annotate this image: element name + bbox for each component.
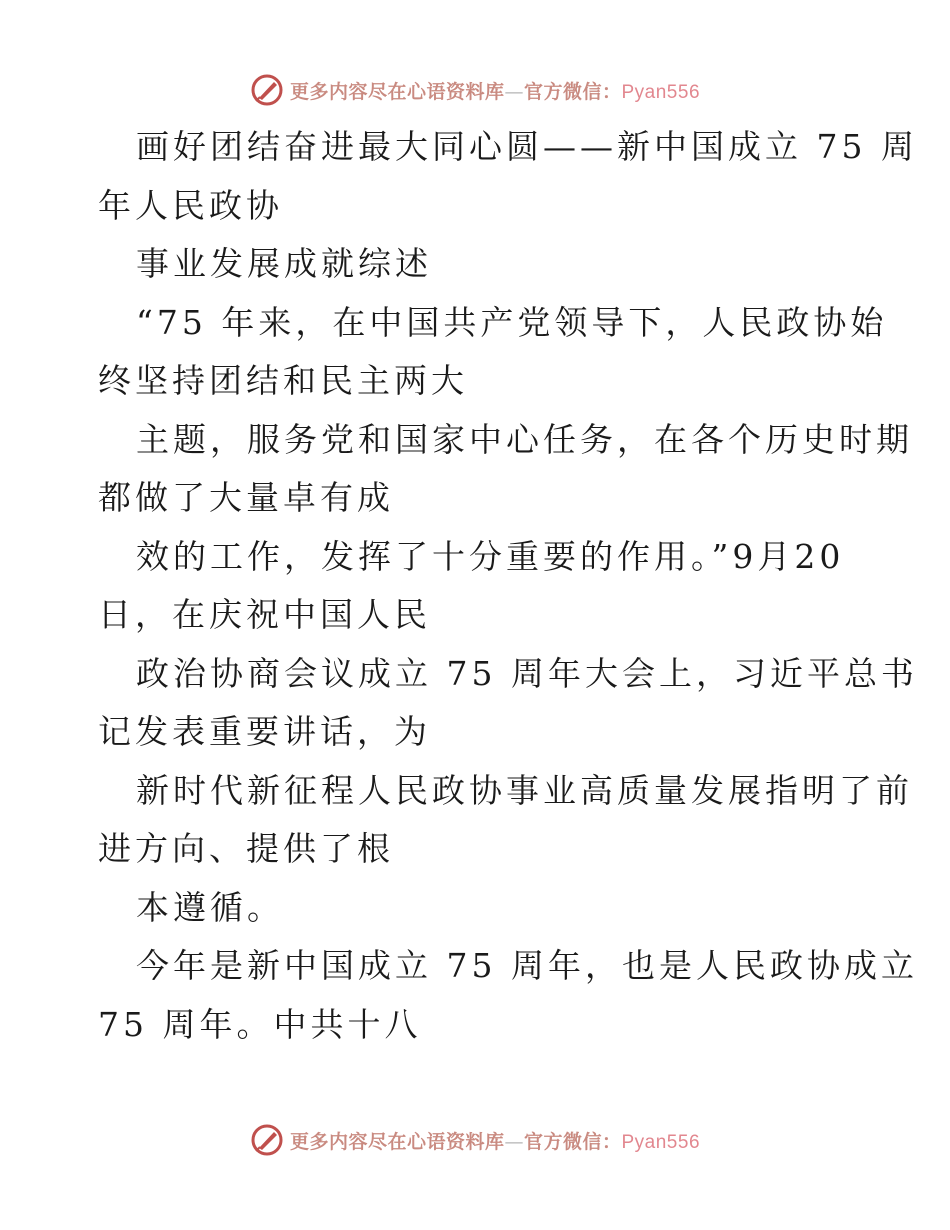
text-line: 效的工作，发挥了十分重要的作用。”9月20 bbox=[136, 536, 845, 576]
text-line: 本遵循。 bbox=[136, 887, 284, 927]
text-line: 事业发展成就综述 bbox=[136, 244, 432, 283]
watermark-label: 官方微信： bbox=[523, 80, 622, 103]
text-line: 记发表重要讲话，为 bbox=[98, 712, 431, 751]
watermark-dash: — bbox=[504, 1130, 524, 1153]
watermark-dash: — bbox=[504, 80, 524, 103]
text-line: 终坚持团结和民主两大 bbox=[98, 361, 468, 400]
quill-logo-icon bbox=[250, 73, 284, 107]
text-line: 新时代新征程人民政协事业高质量发展指明了前 bbox=[136, 770, 913, 810]
watermark-main: 更多内容尽在心语资料库 bbox=[289, 80, 505, 103]
text-line: 画好团结奋进最大同心圆——新中国成立 75 周 bbox=[136, 127, 918, 166]
text-line: “75 年来，在中国共产党领导下，人民政协始 bbox=[136, 302, 888, 342]
quill-logo-icon bbox=[250, 1123, 284, 1157]
watermark-id: Pyan556 bbox=[621, 1131, 701, 1153]
watermark-main: 更多内容尽在心语资料库 bbox=[289, 1130, 505, 1153]
watermark-id: Pyan556 bbox=[621, 81, 701, 103]
article-body bbox=[98, 118, 918, 1054]
text-line: 主题，服务党和国家中心任务，在各个历史时期 bbox=[136, 419, 913, 459]
footer-watermark bbox=[0, 1120, 950, 1160]
text-line: 年人民政协 bbox=[98, 185, 283, 225]
text-line: 进方向、提供了根 bbox=[98, 829, 394, 868]
text-line: 都做了大量卓有成 bbox=[98, 478, 394, 517]
watermark-text bbox=[290, 77, 700, 104]
text-line: 今年是新中国成立 75 周年，也是人民政协成立 bbox=[136, 946, 918, 985]
text-line: 75 周年。中共十八 bbox=[98, 1004, 422, 1044]
watermark-label: 官方微信： bbox=[523, 1130, 622, 1153]
text-line: 日，在庆祝中国人民 bbox=[98, 595, 431, 634]
watermark-text bbox=[290, 1127, 700, 1154]
text-line: 政治协商会议成立 75 周年大会上，习近平总书 bbox=[136, 653, 918, 693]
header-watermark bbox=[0, 70, 950, 110]
